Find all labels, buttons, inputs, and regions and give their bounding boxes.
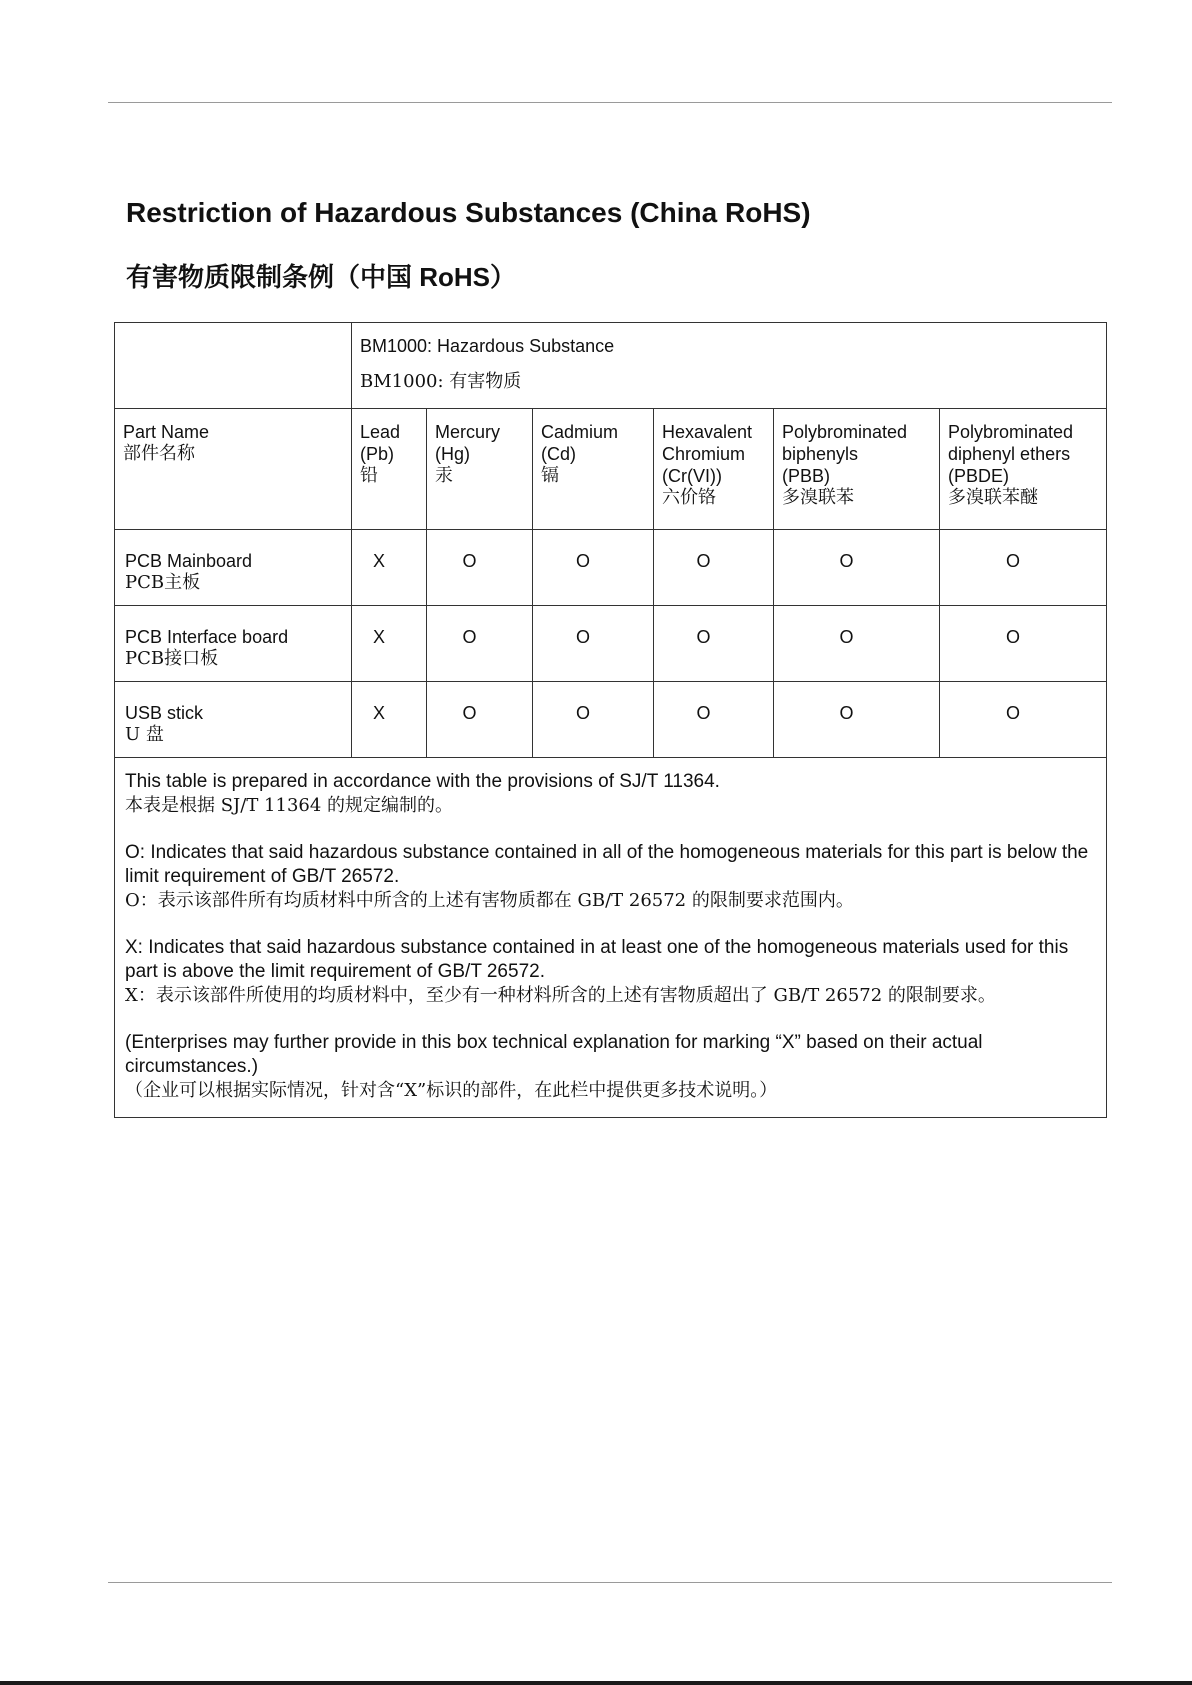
note-text-zh: 本表是根据 SJ/T 11364 的规定编制的。 <box>125 795 454 816</box>
mark-cell: O <box>427 606 533 682</box>
header-rule <box>108 102 1112 103</box>
substance-header-cadmium <box>533 409 654 530</box>
substance-name-zh: 镉 <box>541 465 559 486</box>
mark-cell: O <box>940 530 1107 606</box>
note-o-definition <box>125 841 1096 913</box>
part-name-cell <box>115 606 352 682</box>
note-text-zh: （企业可以根据实际情况，针对含“X”标识的部件，在此栏中提供更多技术说明。） <box>125 1080 778 1101</box>
mark-cell: X <box>352 606 427 682</box>
note-text-zh: X：表示该部件所使用的均质材料中，至少有一种材料所含的上述有害物质超出了 GB/T 26572 的限制要求。 <box>125 985 996 1006</box>
note-x-definition <box>125 936 1096 1008</box>
table-header-row <box>115 323 1107 409</box>
mark-cell: X <box>352 530 427 606</box>
page-title: Restriction of Hazardous Substances (China RoHS) <box>126 197 811 228</box>
mark-cell: O <box>533 682 654 758</box>
notes-cell <box>115 758 1107 1118</box>
substance-symbol: (Cd) <box>541 444 576 464</box>
part-name-zh: U 盘 <box>125 724 164 745</box>
note-text-en: (Enterprises may further provide in this box technical explanation for marking “X” based on their actual circumstances.) <box>125 1032 983 1077</box>
substance-symbol: (Pb) <box>360 444 395 464</box>
table-row <box>115 530 1107 606</box>
substance-name-line2: Chromium <box>662 444 746 464</box>
part-name-cell <box>115 682 352 758</box>
part-name-en: USB stick <box>125 703 204 723</box>
substance-symbol: (Cr(VI)) <box>662 466 722 486</box>
part-name-header <box>115 409 352 530</box>
mark-cell: O <box>654 682 774 758</box>
note-text-zh: O：表示该部件所有均质材料中所含的上述有害物质都在 GB/T 26572 的限制要求范围内。 <box>125 890 854 911</box>
substance-name-line2: diphenyl ethers <box>948 444 1071 464</box>
note-enterprise-explanation <box>125 1031 1096 1103</box>
substance-name: Polybrominated <box>782 422 908 442</box>
mark-cell: O <box>654 606 774 682</box>
substance-name-line2: biphenyls <box>782 444 859 464</box>
substance-name-zh: 多溴联苯 <box>782 487 854 508</box>
mark-cell: O <box>533 530 654 606</box>
part-name-label-en: Part Name <box>123 422 210 442</box>
note-standard <box>125 770 1096 818</box>
mark-cell: O <box>427 682 533 758</box>
table-row <box>115 682 1107 758</box>
mark-cell: O <box>533 606 654 682</box>
mark-cell: O <box>940 606 1107 682</box>
substance-header-hexavalent-chromium <box>654 409 774 530</box>
mark-cell: O <box>940 682 1107 758</box>
part-name-en: PCB Mainboard <box>125 551 253 571</box>
header-label-zh: BM1000: 有害物质 <box>360 371 522 392</box>
substance-name: Lead <box>360 422 401 442</box>
mark-cell: O <box>774 606 940 682</box>
substance-name: Cadmium <box>541 422 619 442</box>
substance-header-lead <box>352 409 427 530</box>
empty-header-cell <box>115 323 352 409</box>
header-label-en: BM1000: Hazardous Substance <box>360 336 615 356</box>
notes-row <box>115 758 1107 1118</box>
part-name-en: PCB Interface board <box>125 627 289 647</box>
substance-symbol: (Hg) <box>435 444 470 464</box>
part-name-zh: PCB主板 <box>125 572 201 593</box>
substance-header-pbde <box>940 409 1107 530</box>
substance-name-zh: 铅 <box>360 465 378 486</box>
substance-header-row <box>115 409 1107 530</box>
mark-cell: O <box>427 530 533 606</box>
substance-name: Mercury <box>435 422 501 442</box>
footer-rule <box>108 1582 1112 1583</box>
page-bottom-edge <box>0 1681 1192 1685</box>
mark-cell: X <box>352 682 427 758</box>
substance-symbol: (PBDE) <box>948 466 1010 486</box>
note-text-en: O: Indicates that said hazardous substance contained in all of the homogeneous materials for this part is below the limit requirement of GB/T 26572. <box>125 842 1089 887</box>
table-row <box>115 606 1107 682</box>
note-text-en: This table is prepared in accordance with the provisions of SJ/T 11364. <box>125 771 720 792</box>
substance-name-zh: 汞 <box>435 465 453 486</box>
part-name-cell <box>115 530 352 606</box>
mark-cell: O <box>774 530 940 606</box>
hazardous-substance-header <box>352 323 1107 409</box>
substance-header-pbb <box>774 409 940 530</box>
substance-name-zh: 六价铬 <box>662 487 716 508</box>
substance-header-mercury <box>427 409 533 530</box>
substance-symbol: (PBB) <box>782 466 831 486</box>
note-text-en: X: Indicates that said hazardous substance contained in at least one of the homogeneous materials used for this part is above the limit requirement of GB/T 26572. <box>125 937 1069 982</box>
part-name-zh: PCB接口板 <box>125 648 219 669</box>
part-name-label-zh: 部件名称 <box>123 443 195 464</box>
rohs-table <box>114 322 1107 1118</box>
page-title-chinese: 有害物质限制条例（中国 RoHS） <box>126 262 517 292</box>
mark-cell: O <box>654 530 774 606</box>
substance-name: Hexavalent <box>662 422 753 442</box>
substance-name-zh: 多溴联苯醚 <box>948 487 1038 508</box>
mark-cell: O <box>774 682 940 758</box>
substance-name: Polybrominated <box>948 422 1074 442</box>
